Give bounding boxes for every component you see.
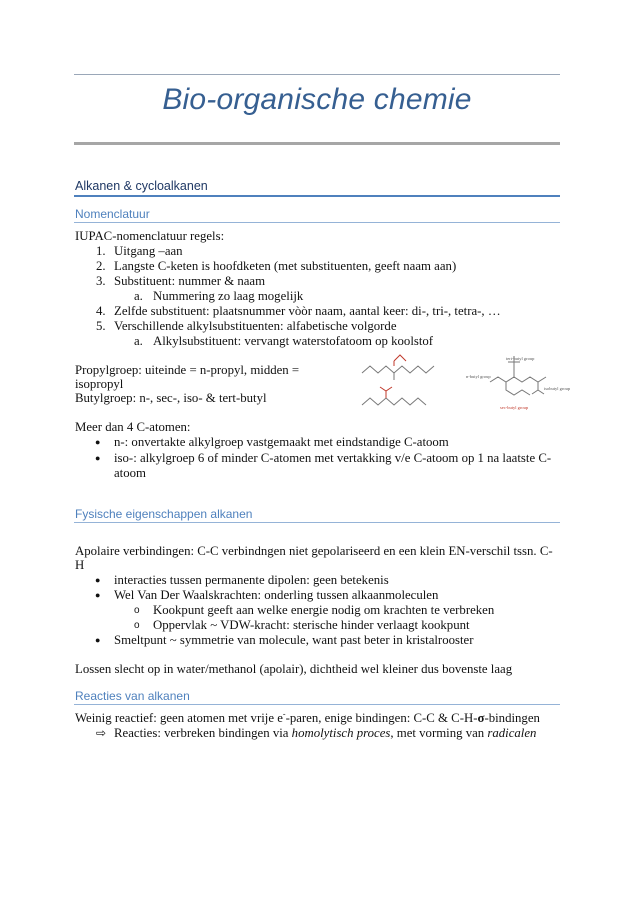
subheading-reacties: Reacties van alkanen [75, 689, 190, 703]
bullet-dot: ● [95, 635, 101, 645]
reacties-para-1: Weinig reactief: geen atomen met vrije e--paren, enige bindingen: C-C & C-H-σ-bindingen [75, 709, 540, 725]
circle-bullet: o [134, 620, 140, 631]
top-rule [74, 74, 560, 75]
reacties-arrow-line: Reacties: verbreken bindingen via homolytisch proces, met vorming van radicalen [114, 726, 537, 740]
section-heading-alkanen: Alkanen & cycloalkanen [75, 179, 208, 193]
subrule-text: Alkylsubstituent: vervangt waterstofatoom op koolstof [153, 334, 434, 348]
subrule-letter: a. [134, 334, 143, 348]
subheading-fysische: Fysische eigenschappen alkanen [75, 507, 253, 521]
subheading-rule-reacties [74, 704, 560, 705]
meer-bullet-2: iso-: alkylgroep 6 of minder C-atomen met vertakking v/e C-atoom op 1 na laatste C- [114, 451, 552, 465]
title-underline [74, 142, 560, 145]
meer-intro: Meer dan 4 C-atomen: [75, 420, 191, 434]
fysische-sub-1: Kookpunt geeft aan welke energie nodig om krachten te verbreken [153, 603, 495, 617]
butyl-line: Butylgroep: n-, sec-, iso- & tert-butyl [75, 391, 267, 405]
fysische-bullet-1: interacties tussen permanente dipolen: geen betekenis [114, 573, 389, 587]
propyl-line-2: isopropyl [75, 377, 124, 391]
rule-number: 5. [96, 319, 106, 333]
bullet-dot: ● [95, 437, 101, 447]
sec-butyl-label: sec-butyl group [500, 405, 529, 410]
rule-text: Substituent: nummer & naam [114, 274, 266, 288]
rule-number: 4. [96, 304, 106, 318]
fysische-para-1-cont: H [75, 558, 85, 572]
rule-text: Zelfde substituent: plaatsnummer vòòr naam, aantal keer: di-, tri-, tetra-, … [114, 304, 501, 318]
bullet-dot: ● [95, 590, 101, 600]
isobutyl-label: isobutyl group [544, 386, 571, 391]
meer-bullet-1: n-: onvertakte alkylgroep vastgemaakt met eindstandige C-atoom [114, 435, 449, 449]
rule-text: Uitgang –aan [114, 244, 183, 258]
rule-number: 1. [96, 244, 106, 258]
meer-bullet-2-cont: atoom [114, 466, 146, 480]
rule-number: 3. [96, 274, 106, 288]
iupac-intro: IUPAC-nomenclatuur regels: [75, 229, 225, 243]
subheading-rule-fysische [74, 522, 560, 523]
section-rule-alkanen [74, 195, 560, 197]
fysische-bullet-3: Smeltpunt ~ symmetrie van molecule, want past beter in kristalrooster [114, 633, 474, 647]
fysische-bullet-2: Wel Van Der Waalskrachten: onderling tussen alkaanmoleculen [114, 588, 439, 602]
page-title: Bio-organische chemie [162, 83, 472, 116]
fysische-sub-2: Oppervlak ~ VDW-kracht: sterische hinder verlaagt kookpunt [153, 618, 470, 632]
butyl-groups-figure [464, 350, 571, 416]
subrule-letter: a. [134, 289, 143, 303]
fysische-para-2: Lossen slecht op in water/methanol (apolair), dichtheid wel kleiner dus bovenste laag [75, 662, 513, 676]
subheading-rule-nomenclatuur [74, 222, 560, 223]
circle-bullet: o [134, 605, 140, 616]
rule-number: 2. [96, 259, 106, 273]
fysische-para-1: Apolaire verbindingen: C-C verbindngen niet gepolariseerd en een klein EN-verschil tssn. C- [75, 544, 553, 558]
propyl-line-1: Propylgroep: uiteinde = n-propyl, midden = [75, 363, 300, 377]
propyl-structures-figure [360, 353, 440, 415]
rule-text: Verschillende alkylsubstituenten: alfabetische volgorde [114, 319, 397, 333]
arrow-bullet-icon: ⇨ [96, 726, 107, 740]
subrule-text: Nummering zo laag mogelijk [153, 289, 304, 303]
rule-text: Langste C-keten is hoofdketen (met substituenten, geeft naam aan) [114, 259, 457, 273]
bullet-dot: ● [95, 575, 101, 585]
bullet-dot: ● [95, 453, 101, 463]
n-butyl-label: n-butyl group [466, 374, 491, 379]
subheading-nomenclatuur: Nomenclatuur [75, 207, 150, 221]
tert-butyl-label: tert-butyl group [506, 356, 535, 361]
